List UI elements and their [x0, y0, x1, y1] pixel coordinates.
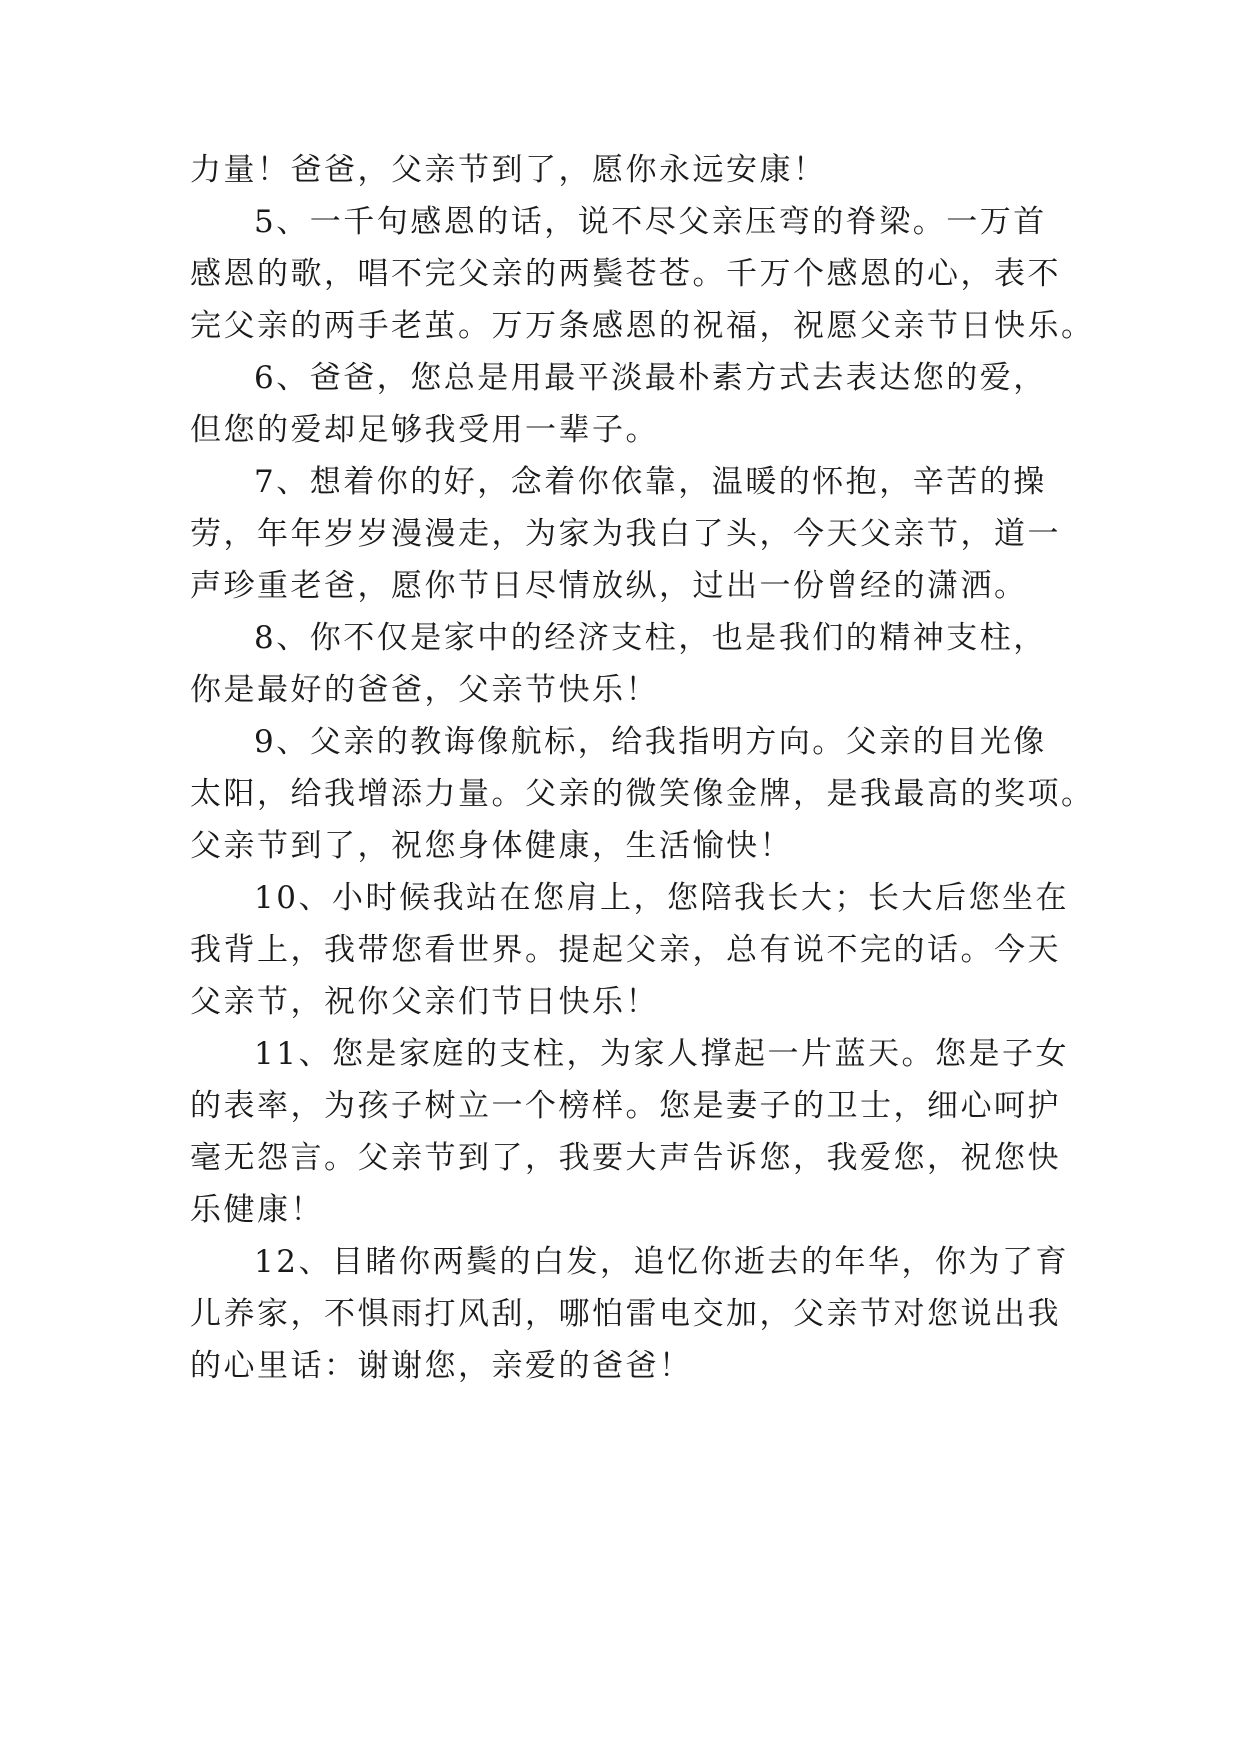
text-line: 儿养家，不惧雨打风刮，哪怕雷电交加，父亲节对您说出我	[190, 1296, 1061, 1332]
text-line: 力量！爸爸，父亲节到了，愿你永远安康！	[190, 152, 827, 188]
text-line: 但您的爱却足够我受用一辈子。	[190, 412, 659, 448]
text-line: 12、目睹你两鬓的白发，追忆你逝去的年华，你为了育	[254, 1244, 1069, 1280]
text-line: 太阳，给我增添力量。父亲的微笑像金牌，是我最高的奖项。	[190, 776, 1095, 812]
text-line: 父亲节，祝你父亲们节日快乐！	[190, 984, 659, 1020]
text-line: 完父亲的两手老茧。万万条感恩的祝福，祝愿父亲节日快乐。	[190, 308, 1095, 344]
text-line: 10、小时候我站在您肩上，您陪我长大；长大后您坐在	[254, 880, 1069, 916]
text-line: 的心里话：谢谢您，亲爱的爸爸！	[190, 1348, 693, 1384]
text-line: 父亲节到了，祝您身体健康，生活愉快！	[190, 828, 793, 864]
text-line: 劳，年年岁岁漫漫走，为家为我白了头，今天父亲节，道一	[190, 516, 1061, 552]
text-line: 乐健康！	[190, 1192, 324, 1228]
text-line: 6、爸爸，您总是用最平淡最朴素方式去表达您的爱，	[254, 360, 1047, 396]
text-line: 5、一千句感恩的话，说不尽父亲压弯的脊梁。一万首	[254, 204, 1047, 240]
text-line: 7、想着你的好，念着你依靠，温暖的怀抱，辛苦的操	[254, 464, 1047, 500]
text-line: 声珍重老爸，愿你节日尽情放纵，过出一份曾经的潇洒。	[190, 568, 1028, 604]
text-line: 毫无怨言。父亲节到了，我要大声告诉您，我爱您，祝您快	[190, 1140, 1061, 1176]
text-line: 你是最好的爸爸，父亲节快乐！	[190, 672, 659, 708]
text-line: 感恩的歌，唱不完父亲的两鬓苍苍。千万个感恩的心，表不	[190, 256, 1061, 292]
text-line: 我背上，我带您看世界。提起父亲，总有说不完的话。今天	[190, 932, 1061, 968]
text-line: 8、你不仅是家中的经济支柱，也是我们的精神支柱，	[254, 620, 1047, 656]
text-line: 11、您是家庭的支柱，为家人撑起一片蓝天。您是子女	[254, 1036, 1069, 1072]
text-line: 的表率，为孩子树立一个榜样。您是妻子的卫士，细心呵护	[190, 1088, 1061, 1124]
text-line: 9、父亲的教诲像航标，给我指明方向。父亲的目光像	[254, 724, 1047, 760]
